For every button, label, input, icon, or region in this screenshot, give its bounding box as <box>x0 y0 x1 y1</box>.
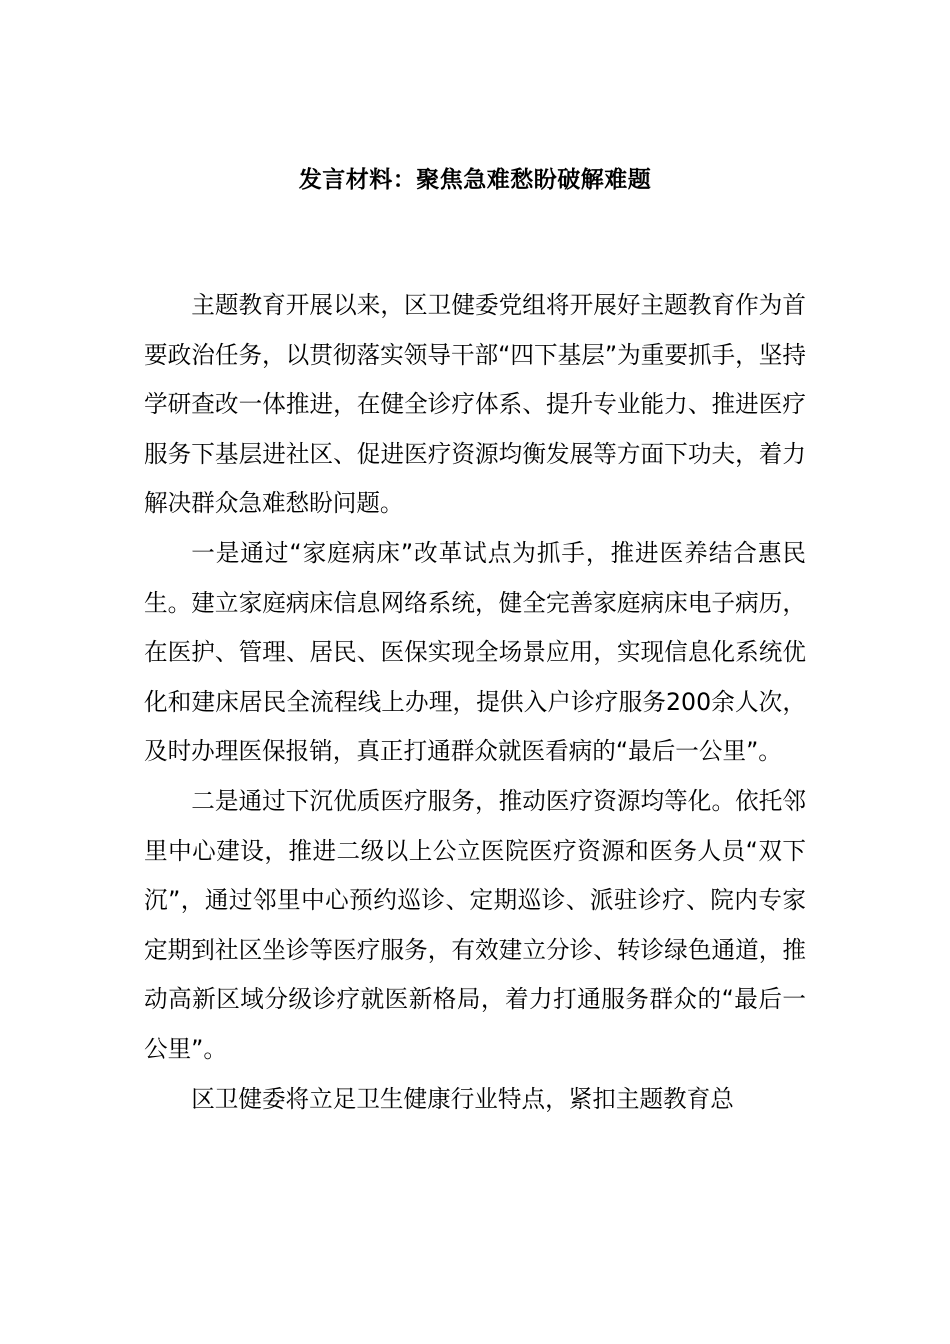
document-title: 发言材料：聚焦急难愁盼破解难题 <box>298 167 652 193</box>
paragraph-family-sickbed: 一是通过“家庭病床”改革试点为抓手，推进医养结合惠民生。建立家庭病床信息网络系统，健全完善家庭病床电子病历，在医护、管理、居民、医保实现全场景应用，实现信息化系统优化和建床居民全流程线上办理，提供入户诊疗服务200余人次，及时办理医保报销，真正打通群众就医看病的“最后一公里”。 <box>144 538 806 766</box>
paragraph-medical-resources: 二是通过下沉优质医疗服务，推动医疗资源均等化。依托邻里中心建设，推进二级以上公立医院医疗资源和医务人员“双下沉”，通过邻里中心预约巡诊、定期巡诊、派驻诊疗、院内专家定期到社区坐诊等医疗服务，有效建立分诊、转诊绿色通道，推动高新区域分级诊疗就医新格局，着力打通服务群众的“最后一公里”。 <box>144 786 806 1063</box>
document-body <box>144 281 806 1124</box>
paragraph-intro: 主题教育开展以来，区卫健委党组将开展好主题教育作为首要政治任务，以贯彻落实领导干部“四下基层”为重要抓手，坚持学研查改一体推进，在健全诊疗体系、提升专业能力、推进医疗服务下基层进社区、促进医疗资源均衡发展等方面下功夫，着力解决群众急难愁盼问题。 <box>144 291 806 518</box>
paragraph-conclusion: 区卫健委将立足卫生健康行业特点，紧扣主题教育总 <box>191 1084 734 1113</box>
